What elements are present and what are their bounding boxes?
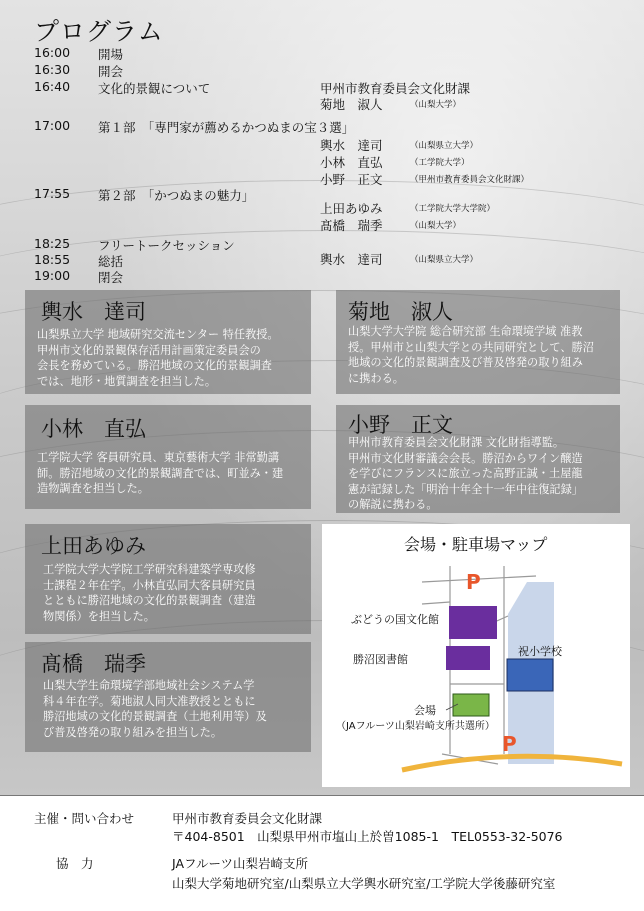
profile-name: 菊地 淑人 [348,300,453,324]
organizer-name: 甲州市教育委員会文化財課 [172,811,323,826]
profile-desc-line: 地域の文化的景観調査及び普及啓発の取り組み [348,356,583,370]
profile-name: 髙橋 瑞季 [41,652,146,676]
venue-building [453,694,489,716]
profile-desc-line: の解説に携わる。 [348,498,438,512]
profile-desc-line: 造物調査を担当した。 [37,482,149,496]
profile-desc [43,562,309,624]
profile-card [336,290,620,394]
organizer-address: 〒404-8501 山梨県甲州市塩山上於曽1085-1 TEL0553-32-5076 [172,829,563,844]
program-time: 16:00 [34,45,71,60]
speaker-affiliation: （山梨県立大学） [410,141,479,151]
program-speaker [320,153,620,171]
profile-desc-line: 憲が記録した「明治十年全十一年中往復記録」 [348,482,583,496]
speaker-name: 上田あゆみ [320,201,383,216]
map-label-venue: 会場 [414,704,436,717]
parking-marker-north [466,570,481,594]
speaker-name: 髙橋 瑞季 [320,218,383,233]
speaker-affiliation: （山梨大学） [410,221,462,231]
venue-map [322,524,630,787]
map-title: 会場・駐車場マップ [404,535,548,554]
profile-desc-line: 授。甲州市と山梨大学との共同研究として、勝沼 [348,340,594,354]
footer [0,795,644,911]
program-title: プログラム [34,17,164,46]
program-time: 16:40 [34,79,71,94]
parking-icon-label: P [502,732,517,756]
school-building [507,659,553,691]
program-row [34,62,334,78]
program-event: 開場 [98,47,124,62]
budou-building [449,606,497,639]
profile-desc [348,435,618,513]
profile-desc-line: 山梨大学生命環境学部地域社会システム学 [43,679,255,692]
profile-name: 小野 正文 [348,413,453,437]
program-speaker [320,170,640,188]
map-label-school: 祝小学校 [518,645,562,658]
profile-desc-line: 師。勝沼地域の文化的景観調査では、町並み・建 [37,466,284,480]
program-time: 18:55 [34,252,71,267]
profile-desc-line: 山梨大学大学院 総合研究部 生命環境学域 准教 [348,325,583,338]
cooperation-label: 協 力 [56,856,94,871]
program-time: 16:30 [34,62,71,77]
profile-card [25,405,311,509]
library-building [446,646,490,670]
profile-name: 小林 直弘 [41,417,146,441]
cooperation-line-1: JAフルーツ山梨岩崎支所 [172,856,309,871]
parking-marker-south [502,732,517,756]
street-line [422,602,450,604]
speaker-name: 菊地 淑人 [320,97,383,112]
program-event: 閉会 [98,270,124,285]
program-row [34,45,334,61]
profile-desc-line: 山梨県立大学 地域研究交流センター 特任教授。 [37,328,279,341]
profile-card [25,290,311,394]
program-row [34,268,334,284]
profile-desc-line: とともに勝沼地域の文化的景観調査（建造 [43,594,256,608]
profile-desc-line: では、地形・地質調査を担当した。 [37,374,217,388]
program-row [34,186,334,202]
profile-desc-line: 勝沼地域の文化的景観調査（土地利用等）及 [43,710,267,724]
profile-card [25,642,311,752]
program-speaker [320,250,620,268]
program-row [34,252,334,268]
profile-card [336,405,620,513]
program-speaker [320,95,620,113]
map-label-venue-sub: （JAフルーツ山梨岩崎支所共選所） [336,721,495,732]
profile-desc [37,450,307,497]
speaker-affiliation: （甲州市教育委員会文化財課） [410,175,530,185]
speaker-affiliation: （山梨大学） [410,100,462,110]
program-time: 18:25 [34,236,71,251]
program-speaker [320,136,620,154]
profile-desc-line: 工学院大学 客員研究員、東京藝術大学 非常勤講 [37,451,280,464]
program-time: 17:55 [34,186,71,201]
program-row [34,79,334,95]
profile-desc [43,678,309,740]
speaker-affiliation: （工学院大学大学院） [410,204,496,214]
program-time: 19:00 [34,268,71,283]
program-event: 文化的景観について [98,81,211,96]
profile-desc-line: に携わる。 [348,371,404,385]
profile-desc-line: 甲州市教育委員会文化財課 文化財指導監。 [348,436,565,449]
speaker-name: 小林 直弘 [320,155,383,170]
profile-desc-line: 会長を務めている。勝沼地域の文化的景観調査 [37,359,272,373]
program-event: フリートークセッション [98,238,235,253]
program-event: 開会 [98,64,124,79]
profile-desc-line: 工学院大学大学院工学研究科建築学専攻修 [43,563,256,576]
program-speaker [320,199,620,217]
map-label-library: 勝沼図書館 [353,653,408,666]
program-event: 総括 [98,254,124,269]
profile-desc-line: び普及啓発の取り組みを担当した。 [43,725,223,739]
profile-desc-line: を学びにフランスに旅立った高野正誠・土屋龍 [348,467,583,481]
map-label-budou: ぶどうの国文化館 [351,613,439,626]
speaker-name: 輿水 達司 [320,252,383,267]
organizer-label: 主催・問い合わせ [34,811,135,826]
program-org-line: 甲州市教育委員会文化財課 [320,81,471,96]
profile-card [25,524,311,634]
profile-desc-line: 甲州市文化財審議会会長。勝沼からワイン醸造 [348,451,583,465]
parking-icon-label: P [466,570,481,594]
profile-name: 上田あゆみ [41,534,146,558]
speaker-affiliation: （山梨県立大学） [410,255,479,265]
profile-desc [348,324,618,386]
cooperation-line-2: 山梨大学菊地研究室/山梨県立大学輿水研究室/工学院大学後藤研究室 [172,876,556,891]
program-speaker [320,216,620,234]
program-time: 17:00 [34,118,71,133]
profile-desc-line: 甲州市文化的景観保存活用計画策定委員会の [37,343,261,357]
profile-desc [37,327,307,389]
program-row [34,236,334,252]
profile-desc-line: 士課程２年在学。小林直弘同大客員研究員 [43,578,256,592]
speaker-name: 小野 正文 [320,172,383,187]
profile-name: 輿水 達司 [41,300,146,324]
program-row [34,118,414,134]
speaker-affiliation: （工学院大学） [410,158,470,168]
program-event: 第１部 「専門家が薦めるかつぬまの宝３選」 [98,120,355,135]
profile-desc-line: 科４年在学。菊地淑人同大准教授とともに [43,694,256,708]
profile-desc-line: 物関係）を担当した。 [43,609,155,623]
program-event: 第２部 「かつぬまの魅力」 [98,188,255,203]
speaker-name: 輿水 達司 [320,138,383,153]
